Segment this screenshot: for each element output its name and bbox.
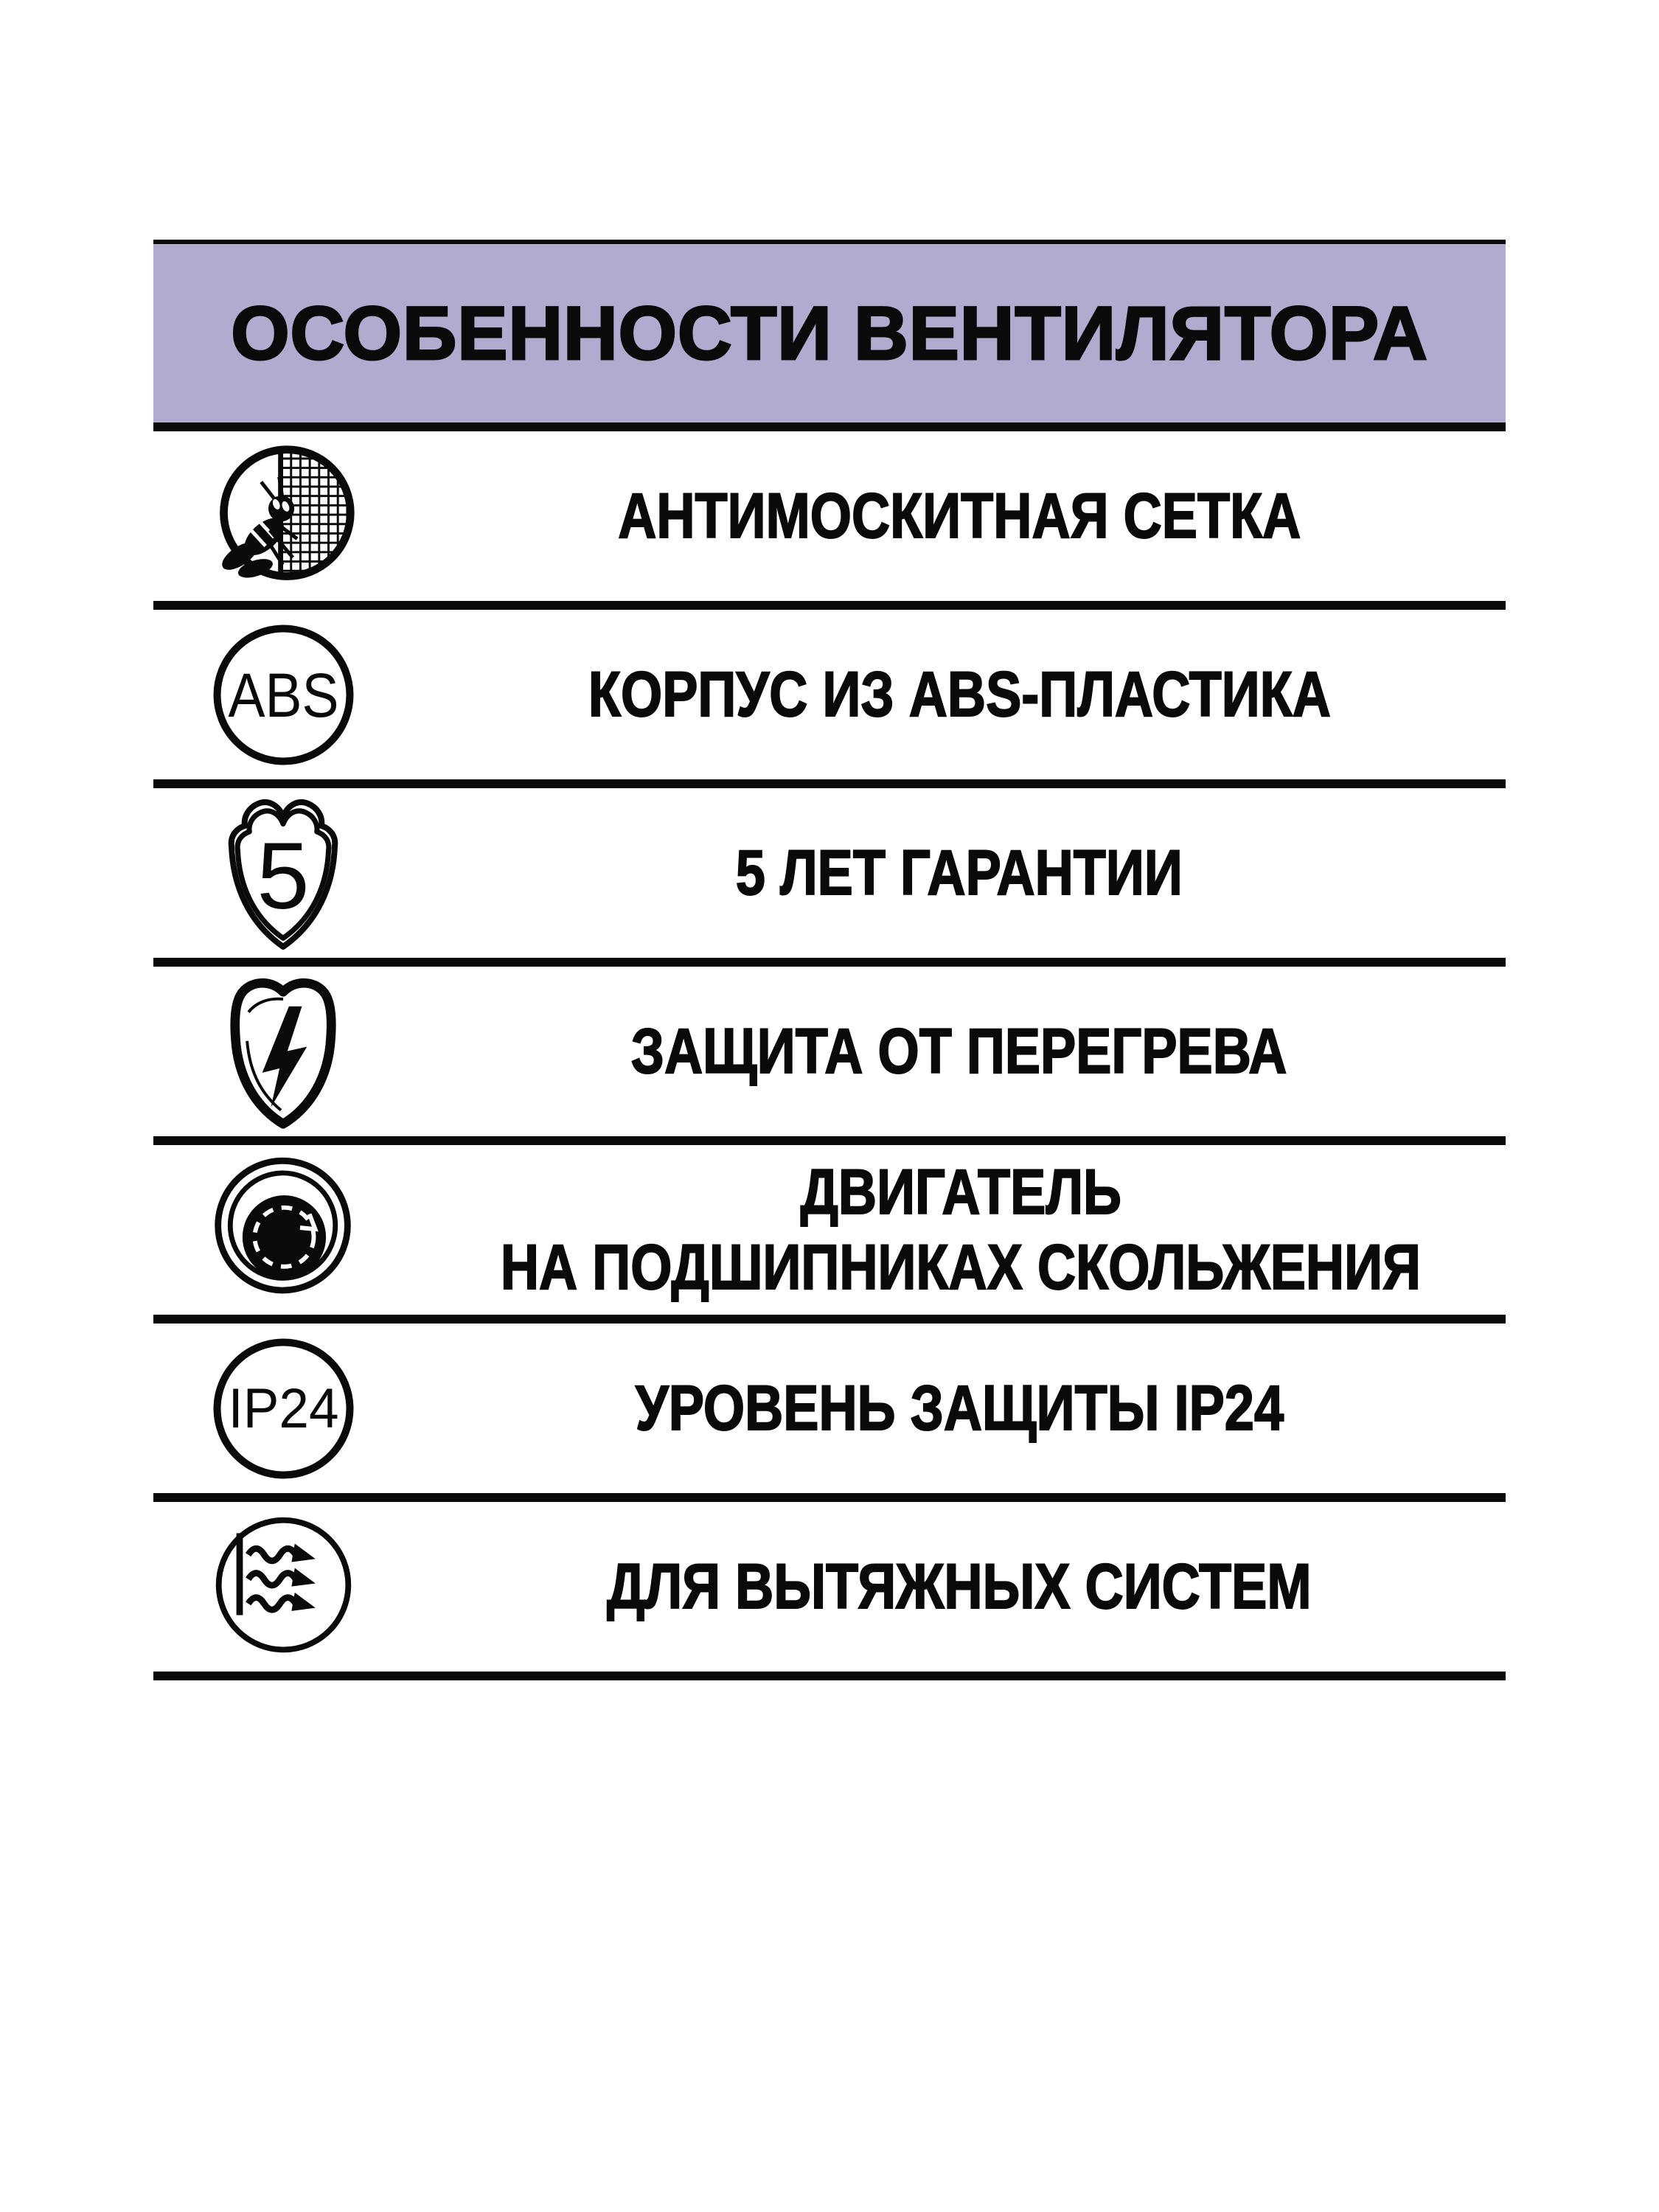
feature-label: КОРПУС ИЗ ABS-ПЛАСТИКА: [588, 659, 1331, 730]
feature-label: ДЛЯ ВЫТЯЖНЫХ СИСТЕМ: [607, 1551, 1312, 1622]
feature-row-warranty: [153, 788, 1506, 967]
features-panel: [153, 240, 1506, 1680]
lightning-bolt-glyph: [262, 1006, 307, 1107]
shield-bolt-icon: [215, 969, 352, 1135]
abs-badge-icon: [208, 619, 359, 771]
ip24-badge-text: IP24: [228, 1377, 338, 1440]
feature-row-overheat: [153, 967, 1506, 1145]
airflow-icon: [208, 1513, 359, 1660]
feature-label-line1: ДВИГАТЕЛЬ: [800, 1157, 1121, 1228]
feature-row-abs-plastic: [153, 610, 1506, 788]
feature-row-mosquito-net: [153, 431, 1506, 610]
feature-row-ip24: [153, 1324, 1506, 1502]
feature-label: ЗАЩИТА ОТ ПЕРЕГРЕВА: [631, 1016, 1287, 1087]
shield-5-icon: [217, 792, 349, 954]
airflow-waves: [248, 1543, 317, 1615]
shield-5-number: 5: [257, 824, 310, 929]
ip24-badge-icon: [208, 1333, 359, 1484]
abs-badge-text: ABS: [228, 660, 338, 730]
feature-row-exhaust: [153, 1502, 1506, 1680]
page-title: ОСОБЕННОСТИ ВЕНТИЛЯТОРА: [231, 291, 1428, 375]
feature-row-bearings: [153, 1145, 1506, 1324]
feature-label: УРОВЕНЬ ЗАЩИТЫ IP24: [635, 1373, 1284, 1444]
mosquito-net-icon: [208, 441, 359, 592]
feature-label: 5 ЛЕТ ГАРАНТИИ: [735, 838, 1183, 908]
feature-label: АНТИМОСКИТНАЯ СЕТКА: [617, 481, 1301, 552]
title-band: [153, 240, 1506, 431]
feature-label-line2: НА ПОДШИПНИКАХ СКОЛЬЖЕНИЯ: [500, 1232, 1421, 1303]
bearing-icon: [208, 1155, 359, 1306]
